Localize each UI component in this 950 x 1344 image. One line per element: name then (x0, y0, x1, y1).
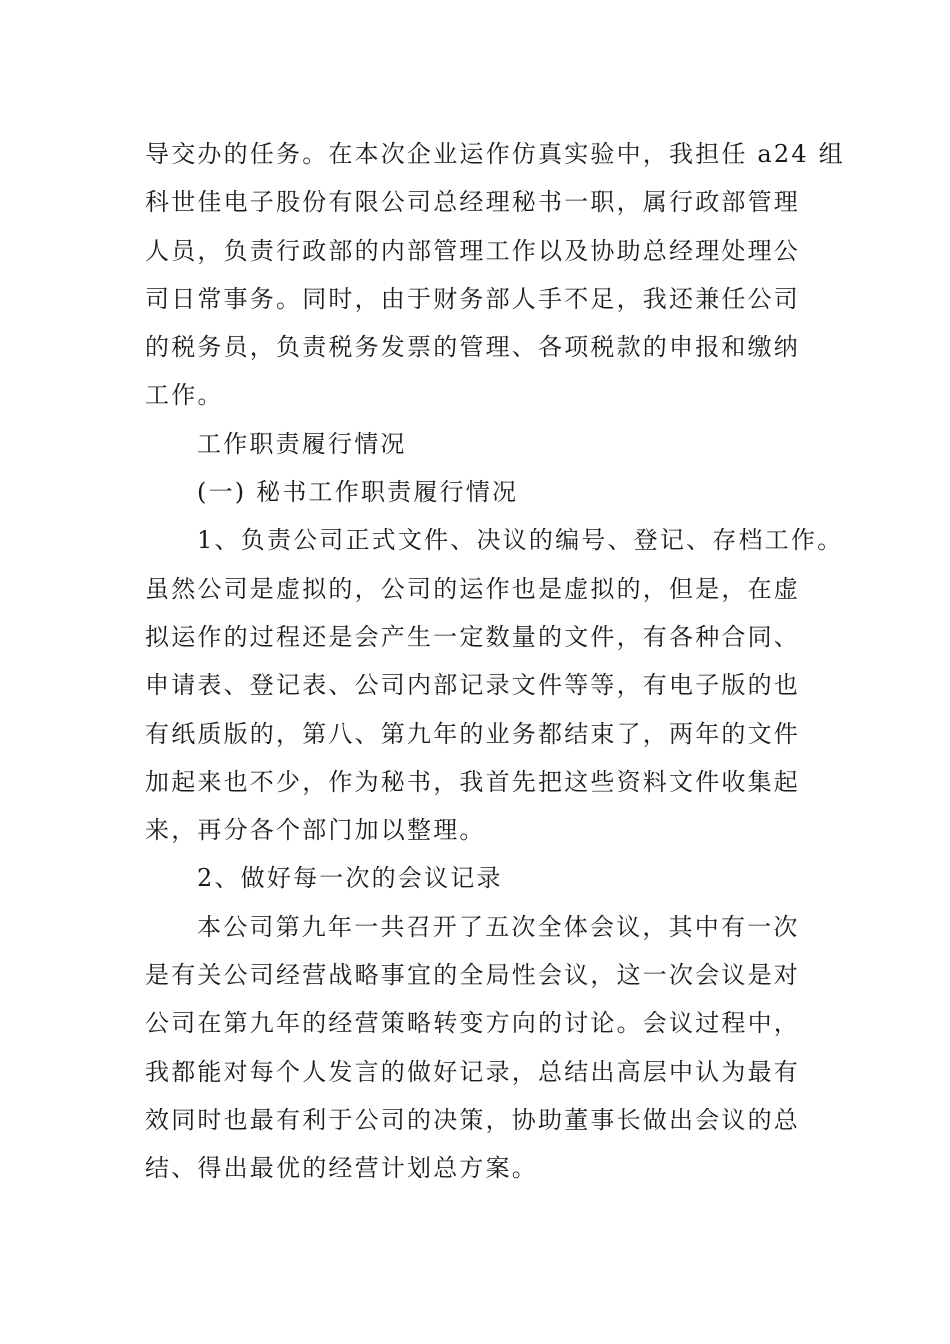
text-line: 我都能对每个人发言的做好记录，总结出高层中认为最有 (145, 1057, 800, 1086)
text-line: 效同时也最有利于公司的决策，协助董事长做出会议的总 (145, 1105, 800, 1134)
text-line: 加起来也不少，作为秘书，我首先把这些资料文件收集起 (145, 767, 800, 796)
section-heading: 工作职责履行情况 (197, 429, 407, 458)
text-line: 结、得出最优的经营计划总方案。 (145, 1154, 538, 1183)
text-line: 有纸质版的，第八、第九年的业务都结束了，两年的文件 (145, 719, 800, 748)
text-line: 拟运作的过程还是会产生一定数量的文件，有各种合同、 (145, 622, 800, 651)
text-line: 司日常事务。同时，由于财务部人手不足，我还兼任公司 (145, 284, 800, 313)
list-item-heading: 2、做好每一次的会议记录 (197, 864, 503, 893)
subsection-heading: (一) 秘书工作职责履行情况 (197, 478, 519, 507)
text-line: 的税务员，负责税务发票的管理、各项税款的申报和缴纳 (145, 333, 800, 362)
text-line: 申请表、登记表、公司内部记录文件等等，有电子版的也 (145, 671, 800, 700)
text-line: 公司在第九年的经营策略转变方向的讨论。会议过程中， (145, 1009, 800, 1038)
text-line: 科世佳电子股份有限公司总经理秘书一职，属行政部管理 (145, 188, 800, 217)
text-line: 工作。 (145, 381, 224, 410)
text-line: 导交办的任务。在本次企业运作仿真实验中，我担任 a24 组 (145, 140, 845, 168)
text-line: 是有关公司经营战略事宜的全局性会议，这一次会议是对 (145, 961, 800, 990)
list-item-heading: 1、负责公司正式文件、决议的编号、登记、存档工作。 (197, 526, 844, 555)
text-line: 人员，负责行政部的内部管理工作以及协助总经理处理公 (145, 236, 800, 265)
text-line: 本公司第九年一共召开了五次全体会议，其中有一次 (197, 912, 800, 941)
text-line: 来，再分各个部门加以整理。 (145, 816, 486, 845)
document-body (145, 130, 845, 1193)
text-line: 虽然公司是虚拟的，公司的运作也是虚拟的，但是，在虚 (145, 574, 800, 603)
